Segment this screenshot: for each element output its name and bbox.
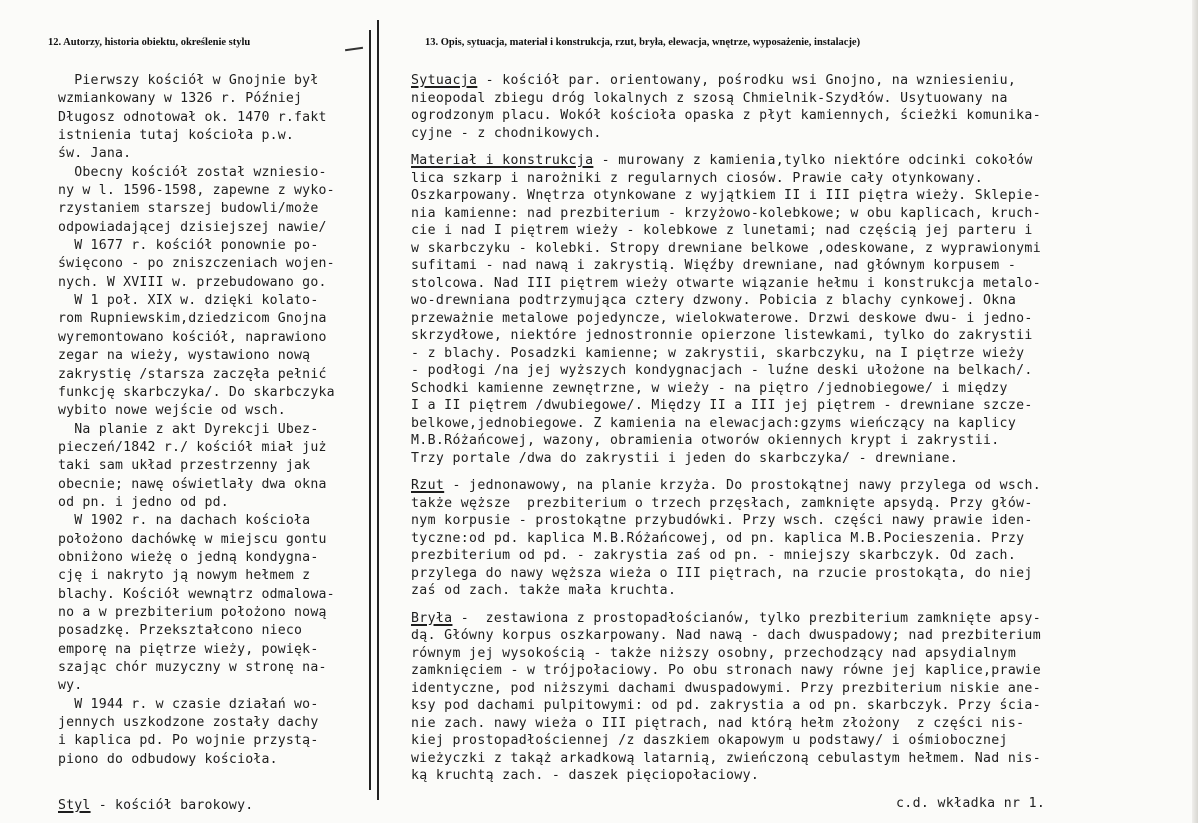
material-line: przeważnie metalowe pojedyncze, wielokwaterowe. Drzwi deskowe dwu- i jedno- xyxy=(411,310,1033,326)
history-line: Na planie z akt Dyrekcji Ubez- xyxy=(58,421,319,437)
bryla-line: równym jej wysokością - także niższy osobny, przechodzący nad apsydialnym xyxy=(411,645,1017,661)
history-line: wzmiankowany w 1326 r. Później xyxy=(58,91,303,107)
sytuacja-text xyxy=(411,90,1186,143)
material-label: Materiał i konstrukcja xyxy=(411,153,594,168)
sytuacja-first-line: - kościół par. orientowany, pośrodku wsi Gnojno, na wzniesieniu, xyxy=(477,73,1017,88)
material-line: skrzydłowe, niektóre jednostronnie opierzone listewkami, tylko do zakrystii xyxy=(411,328,1033,343)
history-line: rzystaniem starszej budowli/może xyxy=(58,201,319,217)
material-line: wo-drewniana podtrzymująca cztery dzwony. Pobicia z blachy cynkowej. Okna xyxy=(411,293,1017,308)
history-line: posadzkę. Przekształcono nieco xyxy=(58,623,303,639)
history-line: szając chór muzyczny w stronę na- xyxy=(58,660,327,675)
material-line: Oszkarpowany. Wnętrza otynkowane z wyjątkiem II i III piętra wieży. Sklepie- xyxy=(411,188,1042,203)
history-line: wy. xyxy=(58,678,83,694)
history-line: od pn. i jedno od pd. xyxy=(58,494,229,510)
rzut-line: tyczne:od pd. kaplica M.B.Różańcowej, od pn. kaplica M.B.Pocieszenia. Przy xyxy=(411,530,1025,546)
history-line: święcono - po zniszczeniach wojen- xyxy=(58,256,335,272)
history-line: obecnie; nawę oświetlały dwa okna xyxy=(58,476,327,492)
rzut-line: przylega do nawy węższa wieża o III piętrach, na rzucie prostokąta, do niej xyxy=(411,565,1033,581)
section-material xyxy=(411,152,1186,467)
rzut-label: Rzut xyxy=(411,478,445,493)
section-bryla xyxy=(411,610,1186,785)
material-line: Trzy portale /dwa do zakrystii i jeden do skarbczyka/ - drewniane. xyxy=(411,450,959,466)
history-line: pieczeń/1842 r./ kościół miał już xyxy=(58,439,327,455)
history-line: Pierwszy kościół w Gnojnie był xyxy=(58,73,319,88)
rzut-line: nym korpusie - prostokątne przybudówki. Przy wsch. części nawy prawie iden- xyxy=(411,513,1033,528)
material-line: stolcowa. Nad III piętrem wieży otwarte wiązanie hełmu i konstrukcja metalo- xyxy=(411,275,1042,291)
history-line: odpowiadającej dzisiejszej nawie/ xyxy=(58,219,327,235)
history-line: św. Jana. xyxy=(58,146,132,162)
material-line: M.B.Różańcowej, wazony, obramienia otworów okiennych krypt i zakrystii. xyxy=(411,433,1000,448)
history-line: wybito nowe wejście od wsch. xyxy=(58,403,286,419)
material-line: - podłogi /na jej wyższych kondygnacjach - luźne deski ułożone na belkach/. xyxy=(411,363,1033,378)
description-column xyxy=(411,72,1186,812)
pen-mark xyxy=(345,47,363,51)
material-line: belkowe,jednobiegowe. Z kamienia na elewacjach:gzyms wieńczący na kaplicy xyxy=(411,415,1017,431)
material-first-line: - murowany z kamienia,tylko niektóre odcinki cokołów xyxy=(593,153,1033,168)
left-column-header: 12. Autorzy, historia obiektu, określenie stylu xyxy=(48,37,251,48)
material-line: lica szkarp i narożniki z regularnych ciosów. Prawie cały otynkowany. xyxy=(411,170,983,186)
rzut-first-line: - jednonawowy, na planie krzyża. Do prostokątnej nawy przylega od wsch. xyxy=(444,478,1042,493)
bryla-line: wieżyczki z takąż arkadkową latarnią, zwieńczoną cebulastym hełmem. Nad nis- xyxy=(411,750,1042,766)
material-line: I a II piętrem /dwubiegowe/. Między II a III jej piętrem - drewniane szcze- xyxy=(411,398,1033,413)
history-line: rom Rupniewskim,dziedzicom Gnojna xyxy=(58,311,327,327)
style-text: - kościół barokowy. xyxy=(90,798,254,814)
bryla-first-line: - zestawiona z prostopadłościanów, tylko prezbiterium zamknięte apsy- xyxy=(452,610,1042,626)
material-line: - z blachy. Posadzki kamienne; w zakrystii, skarbczyku, na I piętrze wieży xyxy=(411,345,1025,361)
column-divider-pen-line xyxy=(377,20,379,800)
bryla-text xyxy=(411,627,1186,785)
page-edge xyxy=(1192,0,1198,823)
history-line: W 1902 r. na dachach kościoła xyxy=(58,513,311,529)
history-column xyxy=(58,72,372,815)
right-column-header: 13. Opis, sytuacja, materiał i konstrukcja, rzut, bryła, elewacja, wnętrze, wyposażenie, instalacje) xyxy=(425,37,861,48)
history-line: cję i nakryto ją nowym hełmem z xyxy=(58,568,311,584)
rzut-text xyxy=(411,495,1186,600)
rzut-line: prezbiterium od pd. - zakrystia zaś od pn. - mniejszy skarbczyk. Od zach. xyxy=(411,548,1017,563)
history-line: istnienia tutaj kościoła p.w. xyxy=(58,128,295,144)
rzut-line: także węższe prezbiterium o trzech przęsłach, zamknięte apsydą. Przy głów- xyxy=(411,495,1033,511)
history-line: obniżono wieżę o jedną kondygna- xyxy=(58,549,319,565)
bryla-label: Bryła xyxy=(411,610,453,626)
history-line: taki sam układ przestrzenny jak xyxy=(58,458,311,474)
history-line: funkcję skarbczyka/. Do skarbczyka xyxy=(58,384,335,400)
material-text xyxy=(411,170,1186,468)
history-line: zegar na wieży, wystawiono nową xyxy=(58,348,311,364)
history-line: no a w prezbiterium położono nową xyxy=(58,604,327,620)
material-line: Schodki kamienne zewnętrzne, w wieży - na piętro /jednobiegowe/ i między xyxy=(411,380,1008,396)
bryla-line: zamknięciem - w trójpołaciowy. Po obu stronach nawy równe jej kaplice,prawie xyxy=(411,663,1042,678)
style-label: Styl xyxy=(58,798,91,814)
section-rzut xyxy=(411,477,1186,600)
material-line: w skarbczyku - kolebki. Stropy drewniane belkowe ,odeskowane, z wyprawionymi xyxy=(411,240,1042,256)
continuation-note: c.d. wkładka nr 1. xyxy=(896,795,1046,811)
history-line: ny w l. 1596-1598, zapewne z wyko- xyxy=(58,183,335,199)
history-line: blachy. Kościół wewnątrz odmalowa- xyxy=(58,586,335,602)
sytuacja-line: nieopodal zbiegu dróg lokalnych z szosą Chmielnik-Szydłów. Usytuowany na xyxy=(411,90,1008,106)
bryla-line: identyczne, pod niższymi dachami dwuspadowymi. Przy prezbiterium niskie ane- xyxy=(411,680,1042,696)
section-sytuacja xyxy=(411,72,1186,142)
bryla-line: ksy pod dachami pulpitowymi: od pd. zakrystia a od pn. skarbczyk. Przy ścia- xyxy=(411,698,1042,713)
history-line: Długosz odnotował ok. 1470 r.fakt xyxy=(58,109,327,125)
material-line: nia kamienne: nad prezbiterium - krzyżowo-kolebkowe; w obu kaplicach, kruch- xyxy=(411,205,1042,221)
sytuacja-line: cyjne - z chodnikowych. xyxy=(411,125,602,141)
history-line: zakrystię /starsza zaczęła pełnić xyxy=(58,366,327,382)
history-line: wyremontowano kościół, naprawiono xyxy=(58,329,327,345)
history-line: W 1944 r. w czasie działań wo- xyxy=(58,696,319,712)
history-line: jennych uszkodzone zostały dachy xyxy=(58,715,319,731)
sytuacja-line: ogrodzonym placu. Wokół kościoła opaska z płyt kamiennych, ścieżki komunika- xyxy=(411,108,1042,123)
material-line: cie i nad I piętrem wieży - kolebkowe z lunetami; nad częścią jej parteru i xyxy=(411,223,1033,238)
style-line xyxy=(58,797,372,815)
history-line: nych. W XVIII w. przebudowano go. xyxy=(58,274,327,290)
material-line: sufitami - nad nawą i zakrystią. Więźby drewniane, nad głównym korpusem - xyxy=(411,258,1017,273)
bryla-line: nie zach. nawy wieża o III piętrach, nad którą hełm złożony z części nis- xyxy=(411,715,1025,731)
history-text xyxy=(58,72,372,769)
history-line: położono dachówkę w miejscu gontu xyxy=(58,531,327,547)
history-line: i kaplica pd. Po wojnie przystą- xyxy=(58,733,319,749)
bryla-line: ką kruchtą zach. - daszek pięciopołaciowy. xyxy=(411,768,760,783)
history-line: emporę na piętrze wieży, powięk- xyxy=(58,641,319,657)
history-line: W 1 poł. XIX w. dzięki kolato- xyxy=(58,293,319,309)
sytuacja-label: Sytuacja xyxy=(411,73,478,88)
history-line: Obecny kościół został wzniesio- xyxy=(58,164,327,180)
bryla-line: dą. Główny korpus oszkarpowany. Nad nawą - dach dwuspadowy; nad prezbiterium xyxy=(411,628,1042,643)
history-line: W 1677 r. kościół ponownie po- xyxy=(58,238,319,254)
history-line: piono do odbudowy kościoła. xyxy=(58,751,278,767)
rzut-line: zaś od zach. także mała kruchta. xyxy=(411,583,677,598)
bryla-line: kiej prostopadłościennej /z daszkiem okapowym u podstawy/ i ośmiobocznej xyxy=(411,733,1008,748)
